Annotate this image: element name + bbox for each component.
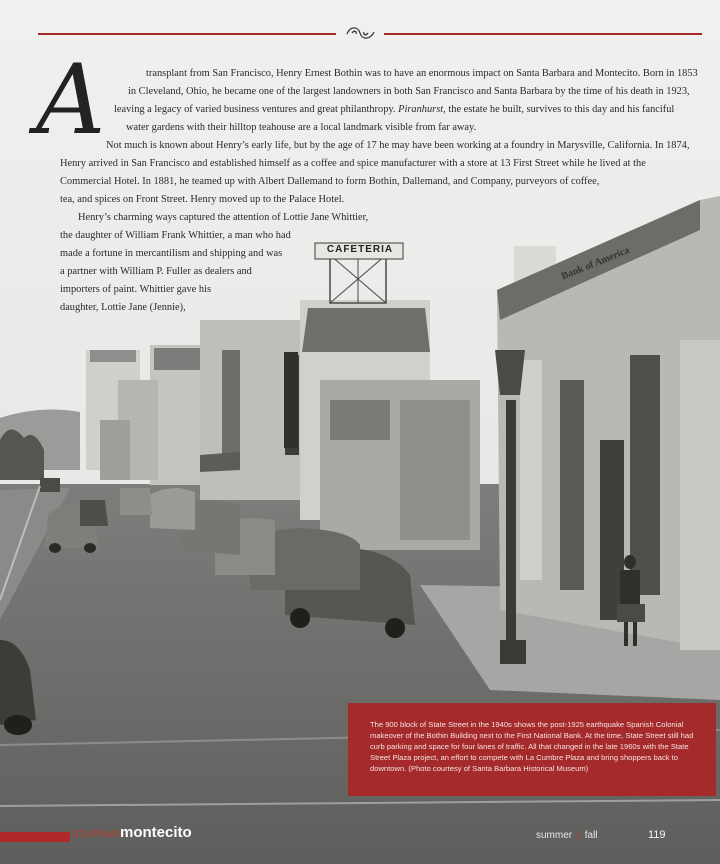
footer-journal-label: JOURNAL xyxy=(70,829,124,840)
footer-brand: montecito xyxy=(120,824,192,841)
header-rule-right xyxy=(384,33,702,35)
body-line: importers of paint. Whittier gave his xyxy=(60,284,212,295)
body-line: a partner with William P. Fuller as dealers and xyxy=(60,266,252,277)
drop-cap: A xyxy=(36,44,106,156)
body-line: Not much is known about Henry’s early life, but by the age of 17 he may have been working at a foundry in Marysville, California. In 1874, xyxy=(106,140,690,151)
cafeteria-sign: CAFETERIA xyxy=(326,244,394,255)
body-line: leaving a legacy of varied business ventures and great philanthropy. Piranhurst, the estate he built, survives to this day and his fanciful xyxy=(114,104,675,115)
photo-caption: The 900 block of State Street in the 1940s shows the post-1925 earthquake Spanish Colonial makeover of the Bothin Building next to the First National Bank. At the time, State Street still had curb parking and space for four lanes of traffic. All that changed in the late 1960s with the State Street Plaza project, an effort to compete with La Cumbre Plaza and bring shoppers back to downtown. (Photo courtesy of Santa Barbara Historical Museum) xyxy=(348,703,716,796)
header-rule-left xyxy=(38,33,336,35)
footer-accent-bar xyxy=(0,832,70,842)
body-line: Commercial Hotel. In 1881, he teamed up with Albert Dallemand to form Bothin, Dallemand, and Company, purveyors of coffee, xyxy=(60,176,600,187)
scroll-ornament-icon xyxy=(344,24,378,42)
body-line: Henry arrived in San Francisco and established himself as a coffee and spice manufacturer with a store at 13 First Street while he lived at the xyxy=(60,158,646,169)
body-line: Henry’s charming ways captured the attention of Lottie Jane Whittier, xyxy=(78,212,369,223)
body-line: tea, and spices on Front Street. Henry moved up to the Palace Hotel. xyxy=(60,194,345,205)
body-line: the daughter of William Frank Whittier, a man who had xyxy=(60,230,291,241)
body-line: transplant from San Francisco, Henry Ernest Bothin was to have an enormous impact on Santa Barbara and Montecito. Born in 1853 xyxy=(146,68,698,79)
footer-season: summer | fall xyxy=(536,830,598,841)
body-line: in Cleveland, Ohio, he became one of the largest landowners in both San Francisco and Santa Barbara by the time of his death in 1923, xyxy=(128,86,690,97)
body-line: daughter, Lottie Jane (Jennie), xyxy=(60,302,186,313)
body-line: made a fortune in mercantilism and shipping and was xyxy=(60,248,283,259)
bank-sign: Bank of America xyxy=(560,244,632,283)
body-line: water gardens with their hilltop teahouse are a local landmark visible from far away. xyxy=(126,122,477,133)
page-number: 119 xyxy=(648,829,666,841)
